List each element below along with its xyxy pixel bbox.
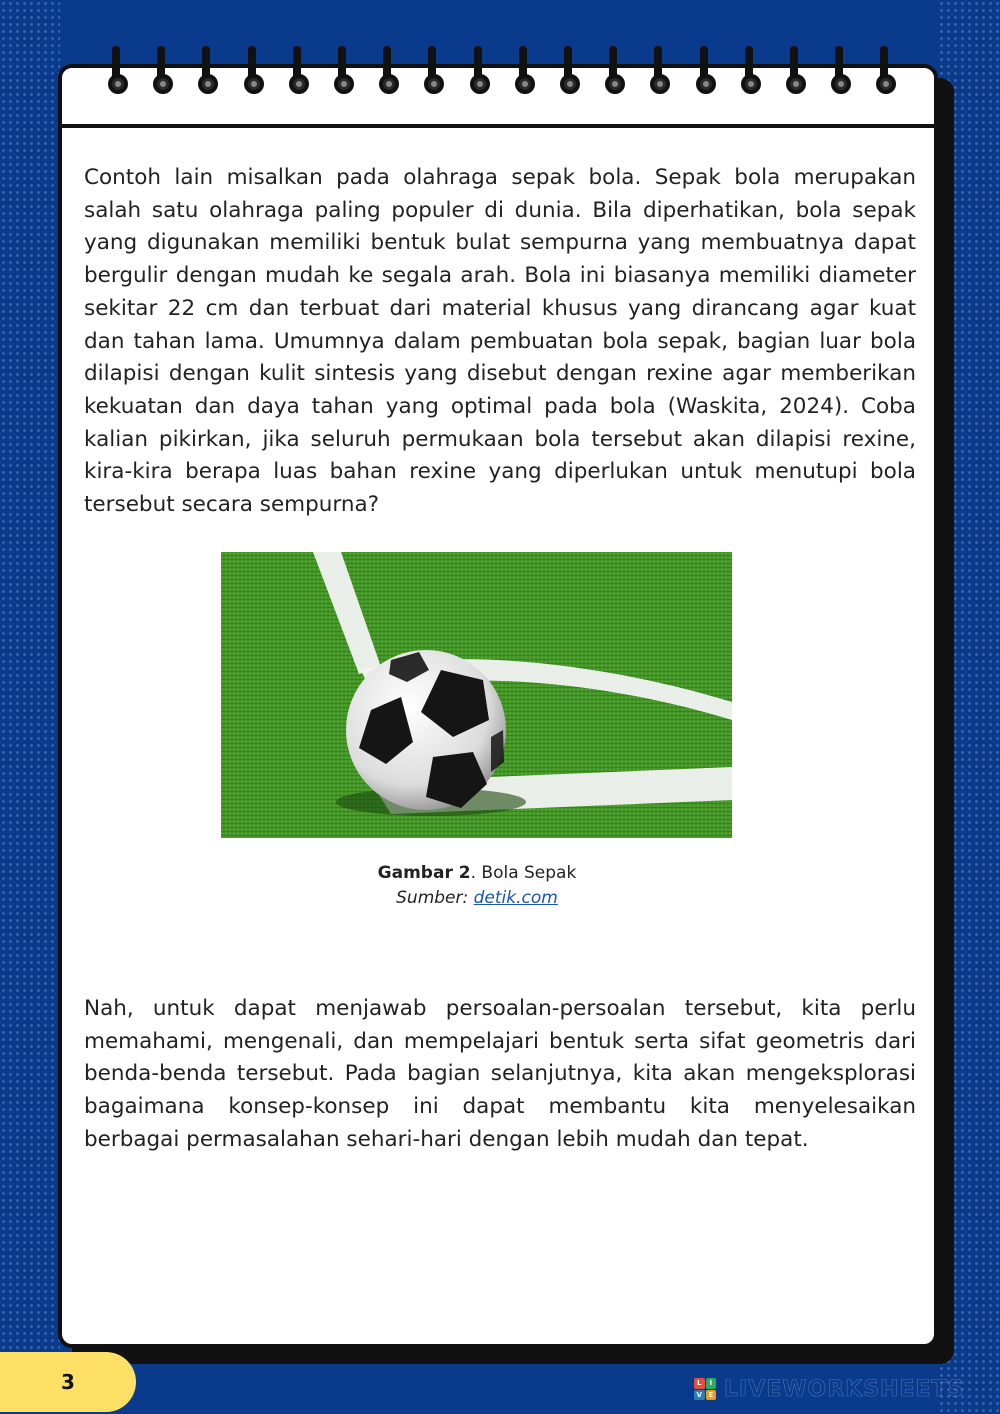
ring-hole (515, 74, 535, 94)
logo-letter-l: L (694, 1378, 705, 1389)
ring-hole (741, 74, 761, 94)
page-number: 3 (61, 1370, 75, 1394)
spiral-ring (108, 46, 128, 108)
spiral-ring (379, 46, 399, 108)
spiral-ring (786, 46, 806, 108)
ring-hole (470, 74, 490, 94)
spiral-ring (696, 46, 716, 108)
ring-hole (108, 74, 128, 94)
spiral-ring (153, 46, 173, 108)
figure-caption (222, 861, 732, 886)
spiral-ring (876, 46, 896, 108)
ring-hole (198, 74, 218, 94)
logo-letter-e: E (706, 1390, 717, 1401)
spiral-ring (650, 46, 670, 108)
spiral-ring (198, 46, 218, 108)
spiral-ring (424, 46, 444, 108)
ring-hole (831, 74, 851, 94)
logo-letter-v: V (694, 1390, 705, 1401)
spiral-ring (560, 46, 580, 108)
brand-watermark: LIVEWORKSHEETS (724, 1377, 965, 1402)
ring-hole (289, 74, 309, 94)
ring-hole (876, 74, 896, 94)
spiral-ring (289, 46, 309, 108)
logo-letter-i: I (706, 1378, 717, 1389)
ring-hole (786, 74, 806, 94)
figure-label: Gambar 2 (377, 863, 471, 883)
figure-source (222, 886, 732, 911)
notebook-header-line (62, 124, 934, 128)
ring-hole (379, 74, 399, 94)
paragraph-conclusion: Nah, untuk dapat menjawab persoalan-persoalan tersebut, kita perlu memahami, mengenali, dan mempelajari bentuk serta sifat geometris dari benda-benda tersebut. Pada bagian selanjutnya, kita akan mengeksplorasi bagaimana konsep-konsep ini dapat membantu kita menyelesaikan berbagai permasalahan sehari-hari dengan lebih mudah dan tepat. (84, 996, 916, 1152)
ring-hole (696, 74, 716, 94)
figure-title: . Bola Sepak (470, 863, 577, 883)
paragraph-intro: Contoh lain misalkan pada olahraga sepak bola. Sepak bola merupakan salah satu olahraga paling populer di dunia. Bila diperhatikan, bola sepak yang digunakan memiliki bentuk bulat sempurna yang membuatnya dapat bergulir dengan mudah ke segala arah. Bola ini biasanya memiliki diameter sekitar 22 cm dan terbuat dari material khusus yang dirancang agar kuat dan tahan lama. Umumnya dalam pembuatan bola sepak, bagian luar bola dilapisi dengan kulit sintesis yang disebut dengan rexine agar memberikan kekuatan dan daya tahan yang optimal pada bola (Waskita, 2024). Coba kalian pikirkan, jika seluruh permukaan bola tersebut akan dilapisi rexine, kira-kira berapa luas bahan rexine yang diperlukan untuk menutupi bola tersebut secara sempurna? (84, 165, 916, 518)
spiral-ring (470, 46, 490, 108)
ring-hole (153, 74, 173, 94)
ring-hole (560, 74, 580, 94)
spiral-ring (831, 46, 851, 108)
soccer-ball-photo (221, 552, 732, 838)
figure-source-prefix: Sumber: (396, 888, 474, 908)
ring-hole (605, 74, 625, 94)
ring-hole (424, 74, 444, 94)
spiral-ring (605, 46, 625, 108)
spiral-ring (741, 46, 761, 108)
ring-hole (244, 74, 264, 94)
liveworksheets-logo-icon (694, 1378, 716, 1400)
spiral-ring (334, 46, 354, 108)
ring-hole (650, 74, 670, 94)
spiral-ring (515, 46, 535, 108)
spiral-ring (244, 46, 264, 108)
ring-hole (334, 74, 354, 94)
figure-source-link[interactable]: detik.com (473, 888, 558, 908)
page-number-badge (0, 1352, 136, 1412)
